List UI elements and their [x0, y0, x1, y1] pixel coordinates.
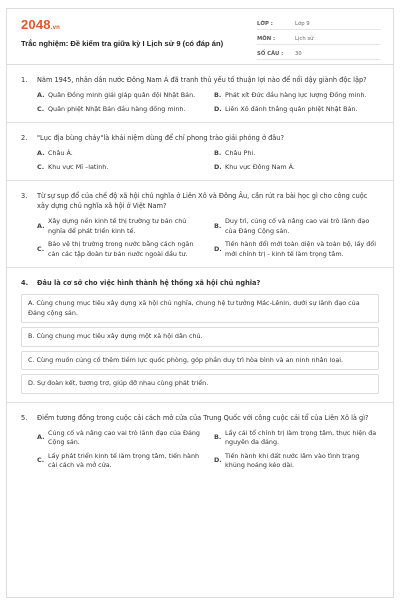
- question-text: [21, 413, 379, 423]
- option-text: Xây dựng nền kinh tế thị trường tư bản chủ nghĩa để phát triển kinh tế.: [48, 217, 187, 235]
- question-1: [7, 65, 393, 123]
- option-letter: A.: [37, 433, 45, 442]
- option-text: Quân phiệt Nhật Bản đầu hàng đồng minh.: [48, 104, 186, 113]
- meta-value: 30: [295, 51, 302, 57]
- option-text: Liên Xô đánh thắng quân phiệt Nhật Bản.: [225, 104, 358, 113]
- question-5: [7, 403, 393, 479]
- option-text: Khu vực Đông Nam Á.: [225, 162, 295, 171]
- option-letter: B.: [214, 149, 222, 157]
- option-b[interactable]: [214, 429, 379, 448]
- quiz-page: [6, 8, 394, 598]
- option-d[interactable]: [214, 163, 379, 173]
- option-text: Cùng muốn củng cố thêm tiềm lực quốc phòng, góp phần duy trì hòa bình và an ninh nhân loại.: [36, 355, 344, 364]
- option-letter: C.: [37, 244, 45, 253]
- question-number: 2.: [21, 134, 28, 142]
- option-letter: A.: [28, 299, 35, 307]
- option-text: Lấy cải tổ chính trị làm trọng tâm, thực hiện đa nguyên đa đảng.: [225, 428, 377, 446]
- options-grid: [21, 149, 379, 172]
- option-text: Khu vực Mĩ –latinh.: [48, 162, 109, 171]
- option-letter: C.: [28, 355, 35, 364]
- question-body: Năm 1945, nhân dân nước Đông Nam Á đã tranh thủ yếu tố thuận lợi nào để nổi dậy giành độc lập?: [37, 76, 367, 84]
- question-2: [7, 123, 393, 181]
- logo-main: 2048: [21, 17, 51, 32]
- option-letter: B.: [214, 221, 222, 230]
- question-number: 5.: [21, 413, 28, 422]
- question-body: Từ sự sụp đổ của chế độ xã hội chủ nghĩa ở Liên Xô và Đông Âu, cần rút ra bài học gì cho công cuộc xây dựng chủ nghĩa xã hội ở Việt Nam?: [37, 192, 368, 210]
- quiz-meta: [257, 17, 381, 62]
- question-body: Đâu là cơ sở cho việc hình thành hệ thống xã hội chủ nghĩa?: [37, 279, 261, 287]
- option-c[interactable]: [21, 351, 379, 371]
- option-d[interactable]: [21, 374, 379, 394]
- option-text: Châu Á.: [48, 149, 73, 157]
- option-letter: B.: [214, 91, 222, 99]
- question-text: [21, 75, 379, 85]
- option-c[interactable]: [37, 240, 202, 259]
- question-text: [21, 278, 379, 288]
- option-text: Lấy phát triển kinh tế làm trọng tâm, tiến hành cải cách và mở cửa.: [48, 451, 200, 469]
- question-text: [21, 133, 379, 143]
- option-a[interactable]: [37, 91, 202, 101]
- site-logo[interactable]: [21, 17, 60, 32]
- options-grid: [21, 217, 379, 259]
- question-body: Điểm tương đồng trong cuộc cải cách mở cửa của Trung Quốc với công cuộc cải tổ của Liên Xô là gì?: [37, 413, 369, 422]
- options-grid: [21, 429, 379, 471]
- option-b[interactable]: [214, 91, 379, 101]
- option-c[interactable]: [37, 105, 202, 115]
- option-b[interactable]: [21, 327, 379, 347]
- option-letter: C.: [37, 162, 45, 171]
- option-text: Tiến hành khi đất nước lâm vào tình trạng khủng hoảng kéo dài.: [225, 451, 360, 469]
- option-letter: B.: [28, 332, 35, 340]
- option-b[interactable]: [214, 217, 379, 236]
- option-text: Cùng chung mục tiêu xây dựng xã hội chủ nghĩa, chung hệ tư tưởng Mác-Lênin, dưới sự lãnh đạo của Đảng cộng sản.: [28, 299, 360, 317]
- option-letter: B.: [214, 433, 222, 442]
- option-text: Châu Phi.: [225, 149, 256, 157]
- option-a[interactable]: [21, 294, 379, 323]
- option-letter: D.: [28, 379, 35, 387]
- option-text: Củng cố và nâng cao vai trò lãnh đạo của Đảng Cộng sản.: [48, 428, 200, 446]
- option-d[interactable]: [214, 452, 379, 471]
- question-3: [7, 181, 393, 268]
- meta-key: LỚP :: [257, 21, 273, 27]
- option-c[interactable]: [37, 452, 202, 471]
- option-text: Tiến hành đổi mới toàn diện và toàn bộ, lấy đổi mới chính trị - kinh tế làm trọng tâm.: [225, 240, 376, 258]
- options-grid: [21, 91, 379, 114]
- option-letter: D.: [214, 104, 222, 113]
- meta-value: Lớp 9: [295, 21, 310, 27]
- page-title: Trắc nghiệm: Đề kiểm tra giữa kỳ I Lịch sử 9 (có đáp án): [21, 39, 224, 48]
- option-letter: C.: [37, 456, 45, 465]
- option-text: Duy trì, củng cố và nâng cao vai trò lãnh đạo của Đảng Cộng sản.: [225, 217, 370, 235]
- meta-row-class: [257, 17, 381, 30]
- option-text: Quân Đồng minh giải giáp quân đội Nhật Bản.: [48, 91, 196, 99]
- option-letter: C.: [37, 104, 45, 113]
- option-a[interactable]: [37, 149, 202, 159]
- quiz-header: [7, 9, 393, 65]
- option-letter: A.: [37, 91, 45, 99]
- option-letter: D.: [214, 162, 222, 171]
- option-d[interactable]: [214, 240, 379, 259]
- option-text: Phát xít Đức đầu hàng lực lượng Đồng minh.: [225, 91, 367, 99]
- option-a[interactable]: [37, 429, 202, 448]
- meta-key: SỐ CÂU :: [257, 51, 284, 57]
- option-text: Cùng chung mục tiêu xây dựng một xã hội dân chủ.: [36, 332, 203, 340]
- option-letter: D.: [214, 456, 222, 465]
- question-number: 3.: [21, 192, 28, 200]
- option-letter: A.: [37, 221, 45, 230]
- question-number: 4.: [21, 279, 29, 287]
- question-4: [7, 268, 393, 403]
- option-b[interactable]: [214, 149, 379, 159]
- question-number: 1.: [21, 76, 28, 84]
- option-a[interactable]: [37, 217, 202, 236]
- option-text: Sự đoàn kết, tương trợ, giúp đỡ nhau cùng phát triển.: [37, 379, 209, 387]
- meta-row-count: [257, 47, 381, 60]
- option-letter: D.: [214, 244, 222, 253]
- option-d[interactable]: [214, 105, 379, 115]
- question-text: [21, 191, 379, 211]
- options-list: [21, 294, 379, 394]
- meta-value: Lịch sử: [295, 36, 314, 42]
- meta-row-subject: [257, 32, 381, 45]
- option-letter: A.: [37, 149, 45, 157]
- option-c[interactable]: [37, 163, 202, 173]
- question-body: "Lục địa bùng cháy"là khái niệm dùng để chỉ phong trào giải phóng ở đâu?: [37, 134, 284, 142]
- option-text: Bảo vệ thị trường trong nước bằng cách ngăn cản các tập đoàn tư bản nước ngoài đầu tư.: [48, 240, 194, 258]
- meta-key: MÔN :: [257, 36, 276, 42]
- logo-sub: .vn: [50, 25, 61, 31]
